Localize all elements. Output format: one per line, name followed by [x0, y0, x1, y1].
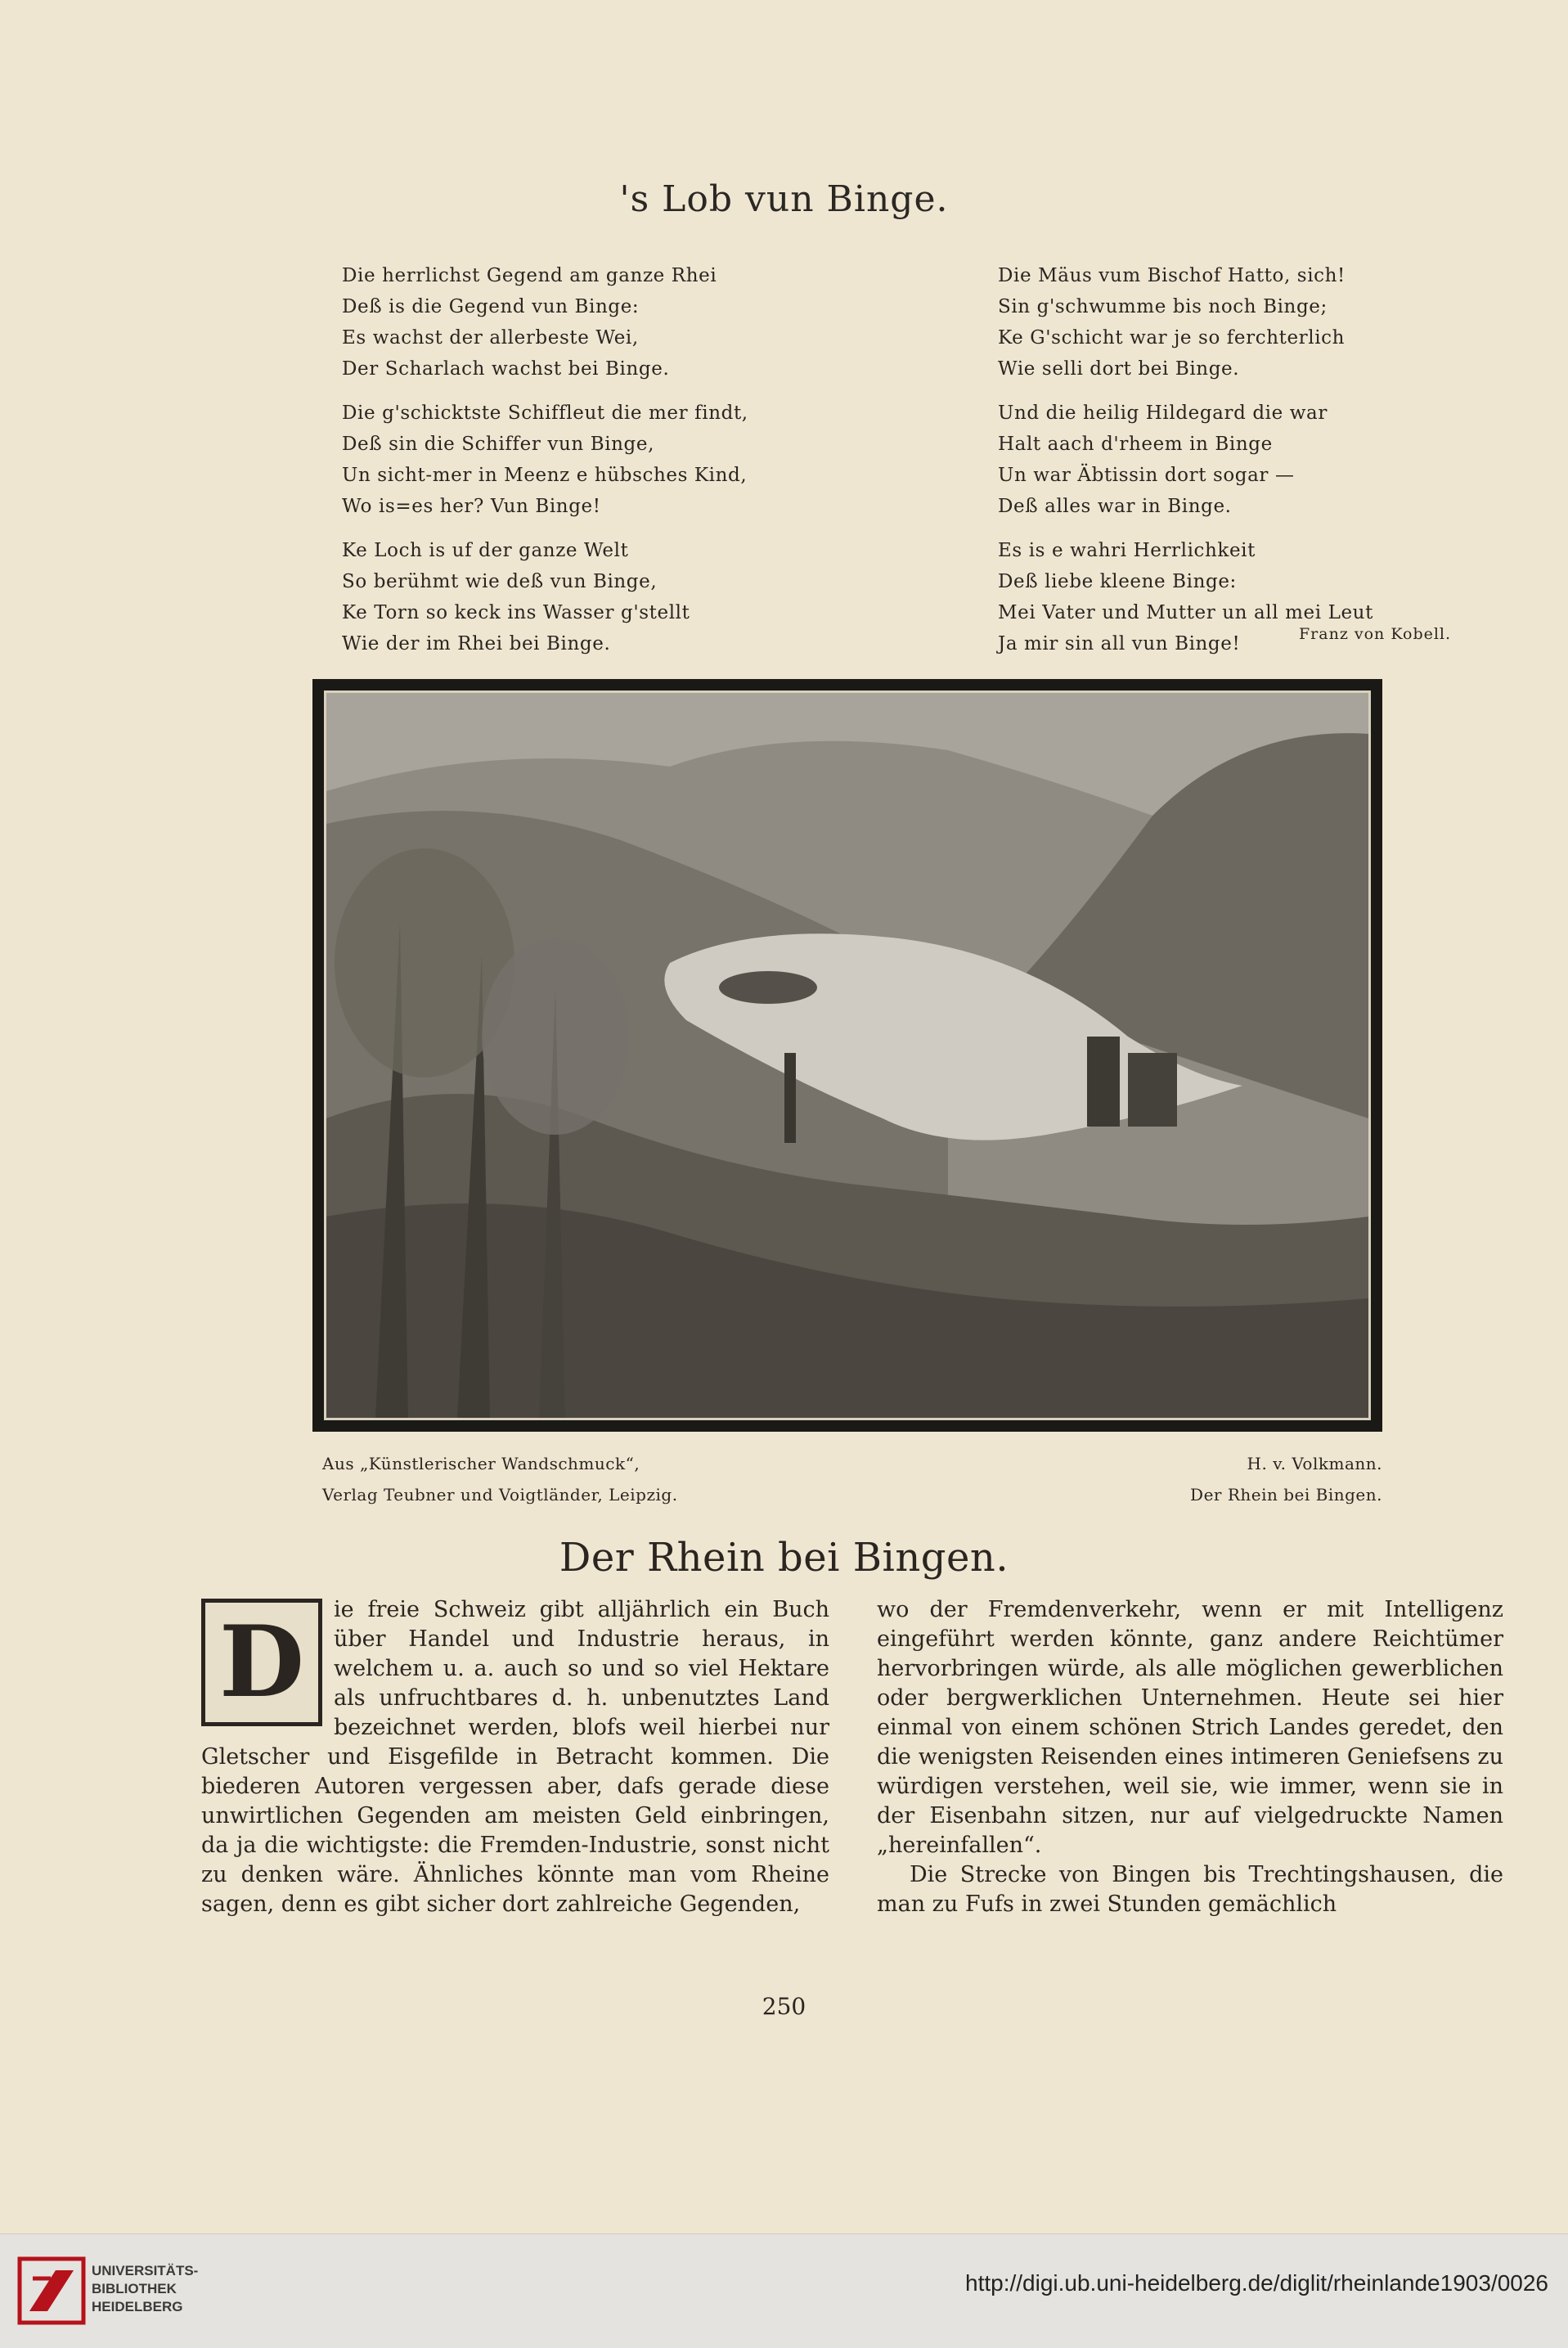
illustration-picture	[324, 690, 1371, 1420]
poem-title: 's Lob vun Binge.	[619, 178, 949, 220]
poem-line: Wie selli dort bei Binge.	[998, 358, 1240, 380]
poem-line: Halt aach d'rheem in Binge	[998, 434, 1273, 455]
source-url-link[interactable]: http://digi.ub.uni-heidelberg.de/diglit/rheinlande1903/0026	[965, 2270, 1548, 2296]
poem-line: Deß liebe kleene Binge:	[998, 571, 1237, 592]
poem-line: Deß alles war in Binge.	[998, 496, 1232, 517]
library-name	[92, 2262, 198, 2316]
poem-line: Mei Vater und Mutter un all mei Leut	[998, 602, 1373, 623]
poem-left-column	[342, 260, 767, 672]
poem-line: Deß sin die Schiffer vun Binge,	[342, 434, 655, 455]
dropcap-letter: D	[218, 1604, 305, 1720]
university-library-logo-icon	[15, 2254, 88, 2328]
poem-line: Der Scharlach wachst bei Binge.	[342, 358, 670, 380]
poem-line: Die herrlichst Gegend am ganze Rhei	[342, 265, 717, 286]
poem-line: Deß is die Gegend vun Binge:	[342, 296, 640, 317]
poem-line: Ja mir sin all vun Binge!	[998, 633, 1241, 654]
poem-line: Sin g'schwumme bis noch Binge;	[998, 296, 1328, 317]
landscape-drawing	[326, 693, 1368, 1418]
poem-line: Ke G'schicht war je so ferchterlich	[998, 327, 1346, 349]
page-number: 250	[762, 1993, 806, 2020]
article-paragraph: Die Strecke von Bingen bis Trechtingshausen, die man zu Fufs in zwei Stunden gemächlich	[877, 1862, 1503, 1917]
digitization-footer	[0, 2233, 1568, 2348]
poem-stanza	[342, 535, 767, 659]
poem-right-column	[998, 260, 1456, 672]
poem-line: Die g'schicktste Schiffleut die mer findt,	[342, 403, 748, 424]
poem-stanza	[998, 398, 1456, 522]
poem-line: Ke Torn so keck ins Wasser g'stellt	[342, 602, 690, 623]
article-left-column	[201, 1595, 829, 1919]
poem-stanza	[998, 260, 1456, 385]
article-title: Der Rhein bei Bingen.	[559, 1535, 1009, 1581]
caption-artwork-title: Der Rhein bei Bingen.	[1190, 1485, 1382, 1505]
poem-line: Es wachst der allerbeste Wei,	[342, 327, 639, 349]
poem-line: Wie der im Rhei bei Binge.	[342, 633, 611, 654]
caption-artist	[1063, 1448, 1382, 1510]
poem-line: Die Mäus vum Bischof Hatto, sich!	[998, 265, 1346, 286]
poem-line: Es is e wahri Herrlichkeit	[998, 540, 1256, 561]
poem-author: Franz von Kobell.	[1299, 625, 1452, 643]
caption-source-line1: Aus „Künstlerischer Wandschmuck“,	[322, 1454, 640, 1473]
poem-line: Und die heilig Hildegard die war	[998, 403, 1328, 424]
article-paragraph: wo der Fremdenverkehr, wenn er mit Intelligenz eingeführt werden könnte, ganz andere Reichtümer hervorbringen würde, als alle möglichen gewerblichen oder bergwerklichen Unternehmen. Heute sei hier einmal von einem schönen Strich Landes geredet, den die wenigsten Reisenden eines intimeren Geniefsens zu würdigen verstehen, weil sie, wie immer, wenn sie in der Eisenbahn sitzen, nur auf vielgedruckte Namen „hereinfallen“.	[877, 1597, 1503, 1858]
poem-line: Un war Äbtissin dort sogar —	[998, 465, 1295, 486]
caption-source	[322, 1448, 678, 1510]
poem-line: So berühmt wie deß vun Binge,	[342, 571, 658, 592]
poem-stanza	[342, 260, 767, 385]
article-right-column	[877, 1595, 1503, 1919]
caption-source-line2: Verlag Teubner und Voigtländer, Leipzig.	[322, 1485, 678, 1505]
library-name-line1: UNIVERSITÄTS-	[92, 2263, 199, 2278]
poem-line: Ke Loch is uf der ganze Welt	[342, 540, 629, 561]
rhine-illustration	[312, 679, 1382, 1432]
dropcap-initial	[201, 1599, 322, 1726]
library-name-line2: BIBLIOTHEK	[92, 2281, 177, 2296]
poem-line: Un sicht-mer in Meenz e hübsches Kind,	[342, 465, 748, 486]
caption-artist-name: H. v. Volkmann.	[1247, 1454, 1382, 1473]
poem-line: Wo is=es her? Vun Binge!	[342, 496, 601, 517]
poem-stanza	[342, 398, 767, 522]
article-paragraph: ie freie Schweiz gibt alljährlich ein Buch über Handel und Industrie heraus, in welchem u. a. auch so und so viel Hektare als unfruchtbares d. h. unbenutztes Land bezeichnet werden, blofs weil hierbei nur Gletscher und Eisgefilde in Betracht kommen. Die biederen Autoren vergessen aber, dafs gerade diese unwirtlichen Gegenden am meisten Geld einbringen, da ja die wichtigste: die Fremden-Industrie, sonst nicht zu denken wäre. Ähnliches könnte man vom Rheine sagen, denn es gibt sicher dort zahlreiche Gegenden,	[201, 1597, 829, 1917]
library-name-line3: HEIDELBERG	[92, 2299, 183, 2314]
